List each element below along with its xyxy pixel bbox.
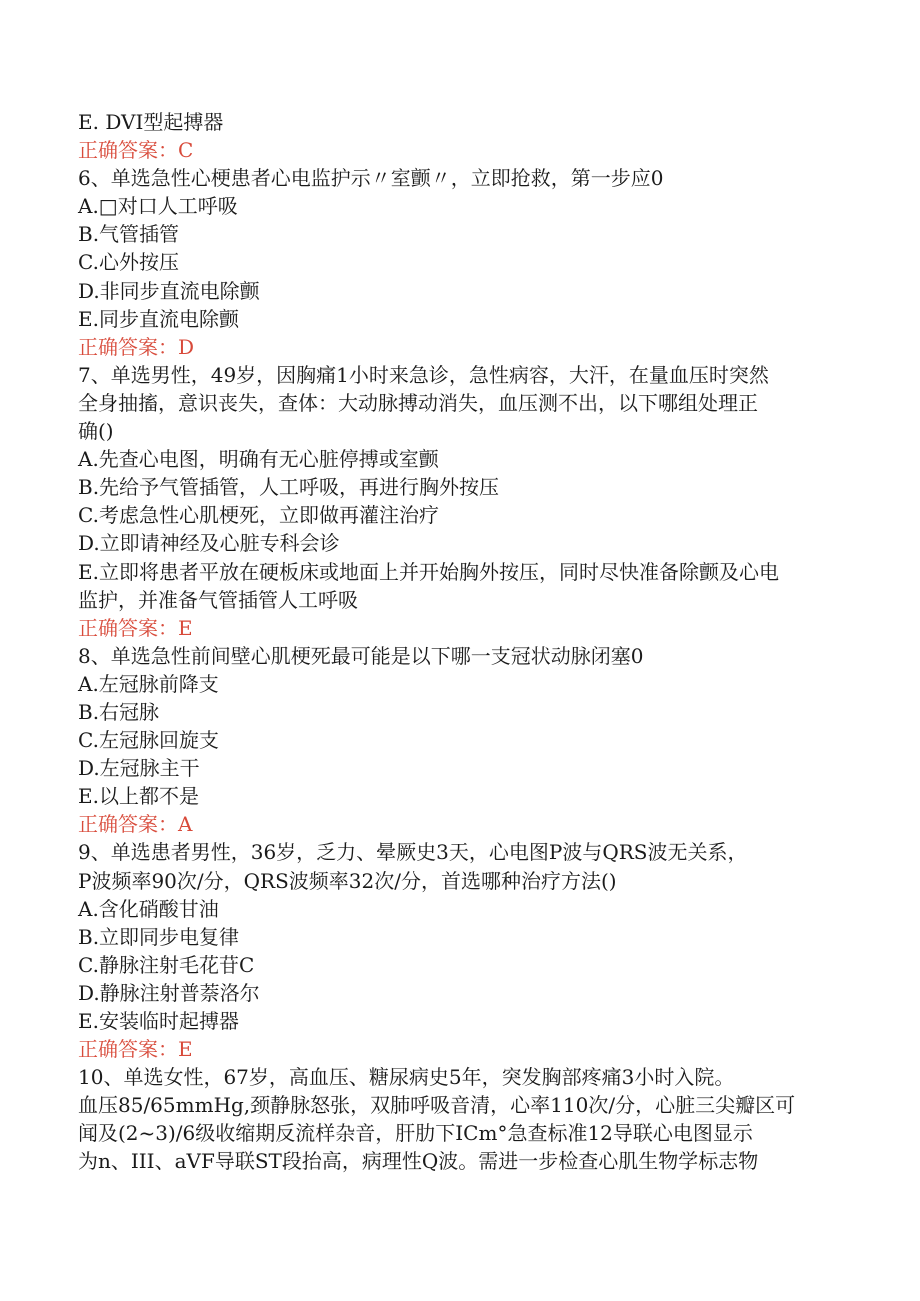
answer-line: 正确答案：C bbox=[78, 138, 194, 163]
answer-line: 正确答案：E bbox=[78, 1037, 193, 1062]
option-line: E.立即将患者平放在硬板床或地面上并开始胸外按压，同时尽快准备除颤及心电 bbox=[78, 559, 779, 584]
option-line: B.先给予气管插管，人工呼吸，再进行胸外按压 bbox=[78, 475, 500, 500]
question-line: 血压85/65mmHg,颈静脉怒张，双肺呼吸音清，心率110次/分，心脏三尖瓣区可 bbox=[78, 1093, 796, 1118]
answer-line: 正确答案：E bbox=[78, 615, 193, 640]
option-line: B.立即同步电复律 bbox=[78, 924, 240, 949]
option-line: C.考虑急性心肌梗死，立即做再灌注治疗 bbox=[78, 503, 439, 528]
option-line: A.左冠脉前降支 bbox=[78, 671, 219, 696]
answer-line: 正确答案：D bbox=[78, 334, 195, 359]
option-line: E.安装临时起搏器 bbox=[78, 1009, 239, 1033]
answer-line: 正确答案：A bbox=[78, 812, 193, 837]
question-line: 确() bbox=[78, 419, 114, 444]
option-line: E. DVI型起搏器 bbox=[78, 110, 224, 134]
option-line: E.以上都不是 bbox=[78, 784, 199, 809]
option-line: C.左冠脉回旋支 bbox=[78, 728, 219, 753]
question-line: 为n、III、aVF导联ST段抬高，病理性Q波。需进一步检查心肌生物学标志物 bbox=[78, 1149, 759, 1174]
question-line: 6、单选急性心梗患者心电监护示〃室颤〃，立即抢救，第一步应0 bbox=[78, 166, 664, 191]
option-line: A.含化硝酸甘油 bbox=[78, 896, 219, 921]
question-line: 10、单选女性，67岁，高血压、糖尿病史5年，突发胸部疼痛3小时入院。 bbox=[78, 1065, 735, 1090]
exam-document bbox=[78, 108, 848, 1176]
question-line: 9、单选患者男性，36岁，乏力、晕厥史3天，心电图P波与QRS波无关系， bbox=[78, 840, 748, 865]
question-line: P波频率90次/分，QRS波频率32次/分，首选哪种治疗方法() bbox=[78, 868, 617, 893]
question-line: 闻及(2~3)/6级收缩期反流样杂音，肝肋下ICm°急查标准12导联心电图显示 bbox=[78, 1121, 753, 1146]
option-line: B.气管插管 bbox=[78, 222, 180, 247]
question-line: 8、单选急性前间壁心肌梗死最可能是以下哪一支冠状动脉闭塞0 bbox=[78, 643, 644, 668]
option-line: A.先查心电图，明确有无心脏停搏或室颤 bbox=[78, 447, 439, 472]
option-line: E.同步直流电除颤 bbox=[78, 306, 239, 331]
option-line: C.心外按压 bbox=[78, 250, 179, 275]
option-line: D.静脉注射普萘洛尔 bbox=[78, 980, 260, 1005]
option-line: A.□对口人工呼吸 bbox=[78, 194, 238, 219]
option-line: C.静脉注射毛花苷C bbox=[78, 952, 255, 977]
option-line: 监护，并准备气管插管人工呼吸 bbox=[78, 587, 358, 612]
option-line: D.左冠脉主干 bbox=[78, 756, 200, 781]
question-line: 7、单选男性，49岁，因胸痛1小时来急诊，急性病容，大汗，在量血压时突然 bbox=[78, 362, 769, 387]
option-line: D.立即请神经及心脏专科会诊 bbox=[78, 531, 340, 556]
option-line: D.非同步直流电除颤 bbox=[78, 278, 260, 303]
question-line: 全身抽搐，意识丧失，查体：大动脉搏动消失，血压测不出，以下哪组处理正 bbox=[78, 390, 758, 415]
option-line: B.右冠脉 bbox=[78, 699, 160, 724]
